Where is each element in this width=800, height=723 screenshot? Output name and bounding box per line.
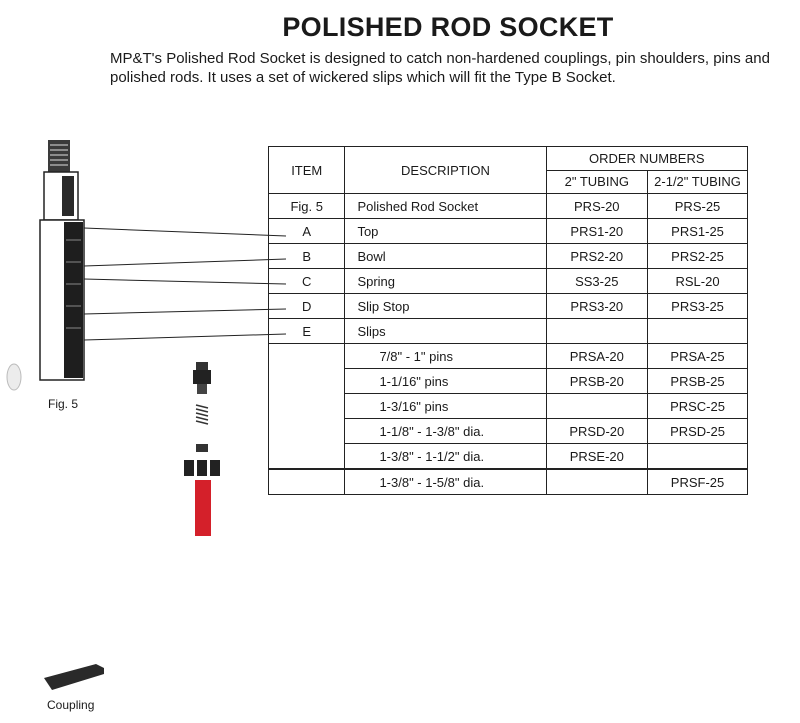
order-2-5-tubing-cell bbox=[648, 319, 748, 344]
description-cell: Bowl bbox=[345, 244, 546, 269]
order-2-5-tubing-cell bbox=[648, 444, 748, 470]
order-2-5-tubing-cell: PRS3-25 bbox=[648, 294, 748, 319]
order-2-tubing-cell bbox=[546, 469, 648, 495]
header-item: ITEM bbox=[269, 147, 345, 194]
item-cell: Fig. 5 bbox=[269, 194, 345, 219]
description-cell: Polished Rod Socket bbox=[345, 194, 546, 219]
order-2-tubing-cell: PRSE-20 bbox=[546, 444, 648, 470]
item-cell: D bbox=[269, 294, 345, 319]
order-2-5-tubing-cell: RSL-20 bbox=[648, 269, 748, 294]
header-2-tubing: 2" TUBING bbox=[546, 170, 648, 194]
order-2-tubing-cell: PRS3-20 bbox=[546, 294, 648, 319]
item-cell: C bbox=[269, 269, 345, 294]
description-cell: Slips bbox=[345, 319, 546, 344]
slip-row bbox=[269, 344, 748, 369]
order-2-5-tubing-cell: PRSF-25 bbox=[648, 469, 748, 495]
table-row bbox=[269, 244, 748, 269]
blank-item-cell bbox=[269, 469, 345, 495]
order-2-5-tubing-cell: PRS1-25 bbox=[648, 219, 748, 244]
description-cell: Slip Stop bbox=[345, 294, 546, 319]
order-2-tubing-cell bbox=[546, 394, 648, 419]
table-row bbox=[269, 194, 748, 219]
intro-paragraph: MP&T's Polished Rod Socket is designed to catch non-hardened couplings, pin shoulders, pins and polished rods. It uses a set of wickered slips which will fit the Type B Socket. bbox=[110, 50, 770, 86]
table-row bbox=[269, 219, 748, 244]
slip-row bbox=[269, 369, 748, 394]
slip-description-cell: 7/8" - 1" pins bbox=[345, 344, 546, 369]
item-cell: A bbox=[269, 219, 345, 244]
leader-lines bbox=[84, 228, 286, 340]
slip-description-cell: 1-3/8" - 1-5/8" dia. bbox=[345, 469, 546, 495]
header-2-5-tubing: 2-1/2" TUBING bbox=[648, 170, 748, 194]
slip-red-part bbox=[195, 480, 211, 536]
exploded-parts-illustration bbox=[184, 362, 220, 536]
order-2-tubing-cell: PRS-20 bbox=[546, 194, 648, 219]
header-description: DESCRIPTION bbox=[345, 147, 546, 194]
order-2-5-tubing-cell: PRSA-25 bbox=[648, 344, 748, 369]
figure-label: Fig. 5 bbox=[48, 397, 79, 411]
order-2-tubing-cell: PRSD-20 bbox=[546, 419, 648, 444]
order-2-5-tubing-cell: PRS2-25 bbox=[648, 244, 748, 269]
table-row bbox=[269, 294, 748, 319]
coupling-illustration bbox=[44, 664, 104, 690]
order-2-5-tubing-cell: PRSB-25 bbox=[648, 369, 748, 394]
slip-description-cell: 1-3/8" - 1-1/2" dia. bbox=[345, 444, 546, 470]
coupling-label: Coupling bbox=[47, 698, 95, 712]
item-cell: E bbox=[269, 319, 345, 344]
item-cell: B bbox=[269, 244, 345, 269]
description-cell: Top bbox=[345, 219, 546, 244]
side-mark bbox=[7, 364, 21, 390]
order-2-tubing-cell: PRSB-20 bbox=[546, 369, 648, 394]
slip-description-cell: 1-1/16" pins bbox=[345, 369, 546, 394]
order-2-tubing-cell: SS3-25 bbox=[546, 269, 648, 294]
socket-assembly-illustration bbox=[40, 140, 84, 380]
order-2-tubing-cell bbox=[546, 319, 648, 344]
slip-row bbox=[269, 469, 748, 495]
blank-item-cell bbox=[269, 419, 345, 444]
order-2-5-tubing-cell: PRSD-25 bbox=[648, 419, 748, 444]
order-numbers-table bbox=[268, 146, 748, 495]
description-cell: Spring bbox=[345, 269, 546, 294]
slip-row bbox=[269, 419, 748, 444]
slip-description-cell: 1-3/16" pins bbox=[345, 394, 546, 419]
slip-description-cell: 1-1/8" - 1-3/8" dia. bbox=[345, 419, 546, 444]
order-2-5-tubing-cell: PRSC-25 bbox=[648, 394, 748, 419]
page-title: POLISHED ROD SOCKET bbox=[282, 12, 614, 42]
blank-item-cell bbox=[269, 394, 345, 419]
blank-item-cell bbox=[269, 369, 345, 394]
order-2-tubing-cell: PRS2-20 bbox=[546, 244, 648, 269]
order-2-5-tubing-cell: PRS-25 bbox=[648, 194, 748, 219]
order-2-tubing-cell: PRSA-20 bbox=[546, 344, 648, 369]
slip-row bbox=[269, 444, 748, 470]
blank-item-cell bbox=[269, 344, 345, 369]
blank-item-cell bbox=[269, 444, 345, 470]
slip-row bbox=[269, 394, 748, 419]
order-2-tubing-cell: PRS1-20 bbox=[546, 219, 648, 244]
table-row bbox=[269, 269, 748, 294]
header-order-numbers: ORDER NUMBERS bbox=[546, 147, 747, 171]
table-row bbox=[269, 319, 748, 344]
